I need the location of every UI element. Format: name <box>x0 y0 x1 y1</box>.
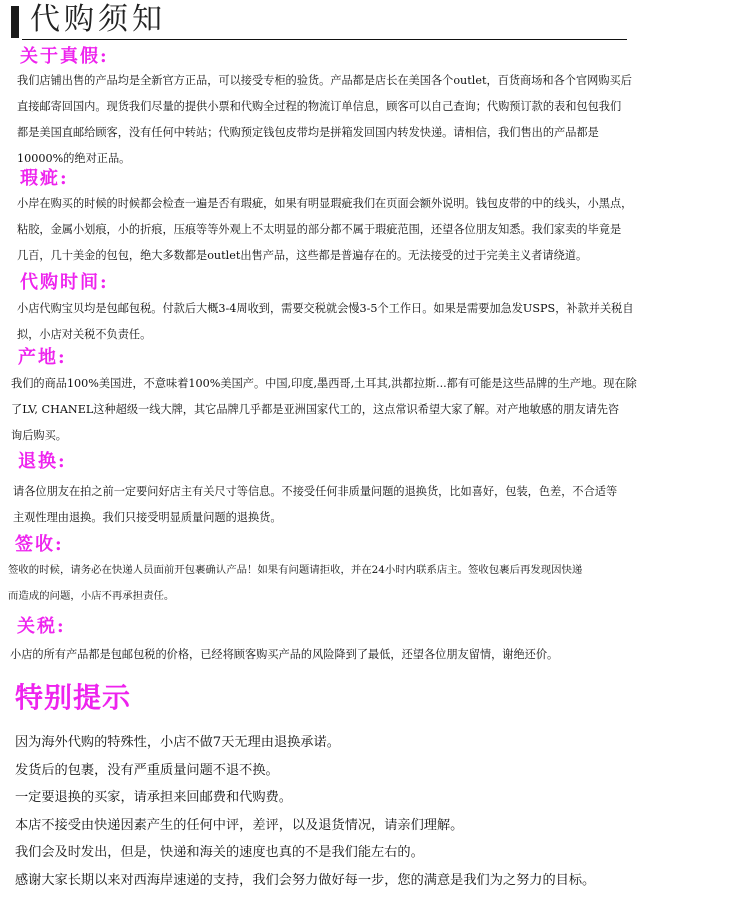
section-heading-defects: 瑕疵: <box>20 168 69 189</box>
text-line: 粘胶，金属小划痕，小的折痕，压痕等等外观上不太明显的部分都不属于瑕疵范围，还望各位朋友知悉。我们家卖的毕竟是 <box>17 223 622 236</box>
text-line: 签收的时候，请务必在快递人员面前开包裹确认产品！如果有问题请拒收，并在24小时内联系店主。签收包裹后再发现因快递 <box>8 564 583 576</box>
text-line: 直接邮寄回国内。现货我们尽量的提供小票和代购全过程的物流订单信息，顾客可以自己查询；代购预订款的表和包包我们 <box>17 100 622 113</box>
notice-line: 发货后的包裹，没有严重质量问题不退不换。 <box>15 762 279 778</box>
text-line: 我们的商品100%美国进，不意味着100%美国产。中国,印度,墨西哥,土耳其,洪都拉斯...都有可能是这些品牌的生产地。现在除 <box>11 377 637 390</box>
text-line: 小岸在购买的时候的时候都会检查一遍是否有瑕疵，如果有明显瑕疵我们在页面会额外说明。钱包皮带的中的线头，小黑点， <box>17 197 633 210</box>
section-heading-origin: 产地: <box>18 347 67 368</box>
section-body-origin <box>11 371 637 449</box>
page-title: 代购须知 <box>30 2 166 37</box>
text-line: 请各位朋友在拍之前一定要问好店主有关尺寸等信息。不接受任何非质量问题的退换货，比如喜好，包装，色差，不合适等 <box>13 485 618 498</box>
special-notice-heading: 特别提示 <box>15 681 132 714</box>
notice-line: 本店不接受由快递因素产生的任何中评，差评，以及退货情况，请亲们理解。 <box>15 817 464 833</box>
section-body-returns <box>13 479 617 531</box>
notice-line: 我们会及时发出，但是，快递和海关的速度也真的不是我们能左右的。 <box>15 845 424 860</box>
text-line: 而造成的问题，小店不再承担责任。 <box>8 590 175 602</box>
text-line: 都是美国直邮给顾客，没有任何中转站；代购预定钱包皮带均是拼箱发回国内转发快递。请相信，我们售出的产品都是 <box>17 126 599 139</box>
text-line: 我们店铺出售的产品均是全新官方正品，可以接受专柜的验货。产品都是店长在美国各个outlet，百货商场和各个官网购买后 <box>17 74 632 87</box>
section-heading-purchase-time: 代购时间: <box>20 272 109 293</box>
text-line: 小店代购宝贝均是包邮包税。付款后大概3-4周收到，需要交税就会慢3-5个工作日。如果是需要加急发USPS，补款并关税自 <box>17 302 634 315</box>
notice-line: 感谢大家长期以来对西海岸速递的支持，我们会努力做好每一步，您的满意是我们为之努力的目标。 <box>15 872 596 888</box>
notice-line: 因为海外代购的特殊性，小店不做7天无理由退换承诺。 <box>15 735 340 750</box>
special-notice-list <box>15 729 595 894</box>
section-body-signing <box>8 557 582 609</box>
text-line: 小店的所有产品都是包邮包税的价格，已经将顾客购买产品的风险降到了最低，还望各位朋友留情，谢绝还价。 <box>10 648 559 661</box>
text-line: 了LV, CHANEL这种超级一线大牌，其它品牌几乎都是亚洲国家代工的，这点常识希望大家了解。对产地敏感的朋友请先咨 <box>11 403 620 416</box>
text-line: 主观性理由退换。我们只接受明显质量问题的退换货。 <box>13 511 282 524</box>
section-heading-customs: 关税: <box>17 616 66 637</box>
section-body-authenticity <box>17 68 632 172</box>
text-line: 询后购买。 <box>11 429 67 442</box>
section-body-customs <box>10 642 558 668</box>
text-line: 10000%的绝对正品。 <box>17 152 131 165</box>
section-heading-returns: 退换: <box>18 451 67 472</box>
text-line: 拟，小店对关税不负责任。 <box>17 328 152 341</box>
section-heading-authenticity: 关于真假: <box>20 46 109 67</box>
text-line: 几百，几十美金的包包，绝大多数都是outlet出售产品，这些都是普遍存在的。无法接受的过于完美主义者请绕道。 <box>17 249 588 262</box>
title-divider <box>22 39 627 40</box>
section-heading-signing: 签收: <box>15 534 64 555</box>
notice-line: 一定要退换的买家，请承担来回邮费和代购费。 <box>15 790 292 805</box>
section-body-purchase-time <box>17 296 634 348</box>
section-body-defects <box>17 191 632 269</box>
title-bar-icon <box>11 6 19 38</box>
